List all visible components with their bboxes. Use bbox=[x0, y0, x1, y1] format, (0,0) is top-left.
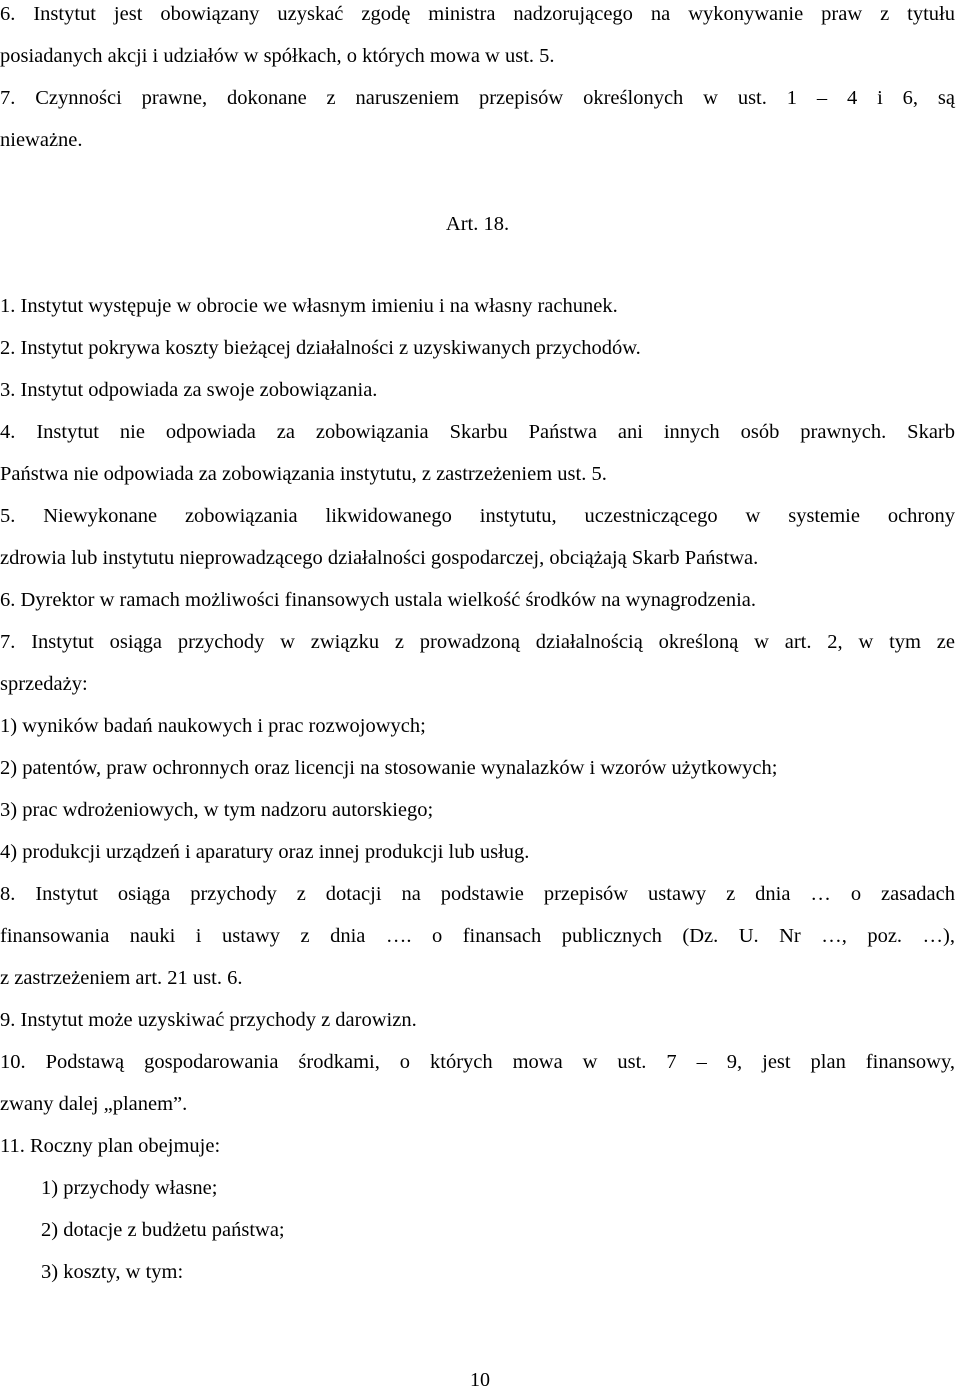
paragraph-line: z zastrzeżeniem art. 21 ust. 6. bbox=[0, 967, 243, 989]
paragraph-line: 7. Czynności prawne, dokonane z naruszeniem przepisów określonych w ust. 1 – 4 i 6, są bbox=[0, 87, 955, 109]
paragraph-line: Państwa nie odpowiada za zobowiązania instytutu, z zastrzeżeniem ust. 5. bbox=[0, 463, 607, 485]
paragraph-line: posiadanych akcji i udziałów w spółkach, o których mowa w ust. 5. bbox=[0, 45, 555, 67]
paragraph-line: 1. Instytut występuje w obrocie we własnym imieniu i na własny rachunek. bbox=[0, 295, 618, 317]
paragraph-line: 6. Instytut jest obowiązany uzyskać zgodę ministra nadzorującego na wykonywanie praw z tytułu bbox=[0, 3, 955, 25]
paragraph-line: finansowania nauki i ustawy z dnia …. o finansach publicznych (Dz. U. Nr …, poz. …), bbox=[0, 925, 955, 947]
paragraph-line: 6. Dyrektor w ramach możliwości finansowych ustala wielkość środków na wynagrodzenia. bbox=[0, 589, 757, 611]
paragraph-line: zdrowia lub instytutu nieprowadzącego działalności gospodarczej, obciążają Skarb Państwa. bbox=[0, 547, 759, 569]
list-item: 2) patentów, praw ochronnych oraz licencji na stosowanie wynalazków i wzorów użytkowych; bbox=[0, 757, 778, 779]
paragraph-line: 9. Instytut może uzyskiwać przychody z darowizn. bbox=[0, 1009, 417, 1031]
list-item: 4) produkcji urządzeń i aparatury oraz innej produkcji lub usług. bbox=[0, 841, 530, 863]
page-number: 10 bbox=[470, 1369, 490, 1391]
paragraph-line: 11. Roczny plan obejmuje: bbox=[0, 1135, 221, 1157]
paragraph-line: nieważne. bbox=[0, 129, 83, 151]
list-item: 2) dotacje z budżetu państwa; bbox=[41, 1219, 285, 1241]
paragraph-line: 3. Instytut odpowiada za swoje zobowiązania. bbox=[0, 379, 378, 401]
paragraph-line: 8. Instytut osiąga przychody z dotacji na podstawie przepisów ustawy z dnia … o zasadach bbox=[0, 883, 955, 905]
article-heading: Art. 18. bbox=[445, 213, 510, 235]
list-item: 1) wyników badań naukowych i prac rozwojowych; bbox=[0, 715, 426, 737]
list-item: 3) prac wdrożeniowych, w tym nadzoru autorskiego; bbox=[0, 799, 434, 821]
paragraph-line: 5. Niewykonane zobowiązania likwidowanego instytutu, uczestniczącego w systemie ochrony bbox=[0, 505, 955, 527]
paragraph-line: zwany dalej „planem”. bbox=[0, 1093, 188, 1115]
list-item: 3) koszty, w tym: bbox=[41, 1261, 184, 1283]
list-item: 1) przychody własne; bbox=[41, 1177, 218, 1199]
paragraph-line: 10. Podstawą gospodarowania środkami, o których mowa w ust. 7 – 9, jest plan finansowy, bbox=[0, 1051, 955, 1073]
paragraph-line: 4. Instytut nie odpowiada za zobowiązania Skarbu Państwa ani innych osób prawnych. Skarb bbox=[0, 421, 955, 443]
paragraph-line: 7. Instytut osiąga przychody w związku z prowadzoną działalnością określoną w art. 2, w tym ze bbox=[0, 631, 955, 653]
paragraph-line: sprzedaży: bbox=[0, 673, 88, 695]
paragraph-line: 2. Instytut pokrywa koszty bieżącej działalności z uzyskiwanych przychodów. bbox=[0, 337, 641, 359]
